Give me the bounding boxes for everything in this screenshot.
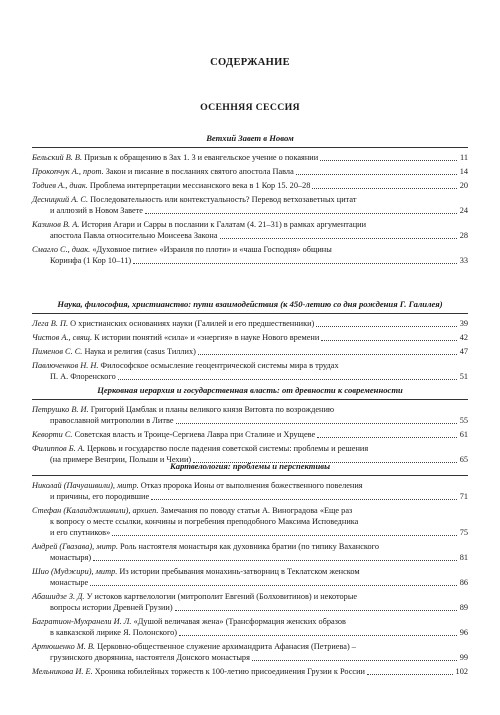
entry-title: «Душой величавая жена» (Трансформация женских образов [133,617,346,626]
toc-entry[interactable] [32,641,468,663]
toc-entry[interactable] [32,616,468,638]
entry-author: Бельский В. В. [32,153,83,162]
entry-author: Смагло С., диак. [32,245,91,254]
toc-entry-line [32,652,468,663]
section-divider [32,399,468,400]
toc-entry[interactable] [32,318,468,329]
toc-entry-line [32,332,468,343]
toc-entry-line [32,404,468,415]
entry-author: Кеворти С. [32,430,73,439]
page-number: 14 [459,167,468,176]
entry-title: Из истории пребывания монахинь-затворниц в Теклатском женском [119,567,360,576]
toc-entry-line [32,205,468,216]
entry-author: Пименов С. С. [32,347,83,356]
page-number: 61 [459,430,468,439]
toc-entry-line [32,566,468,577]
page-title: СОДЕРЖАНИЕ [210,57,290,68]
toc-entry-line [32,577,468,588]
entry-title: Советская власть и Троице-Сергиева Лавра при Сталине и Хрущеве [74,430,316,439]
dot-leader [320,152,457,161]
toc-entry[interactable] [32,429,468,440]
entry-author: Николай (Пачуашвили), митр. [32,481,139,490]
toc-entry[interactable] [32,591,468,613]
toc-entry[interactable] [32,566,468,588]
entry-author: Андрей (Гвазава), митр. [32,542,118,551]
entry-title: Церковь и государство после падения советской системы: проблемы и решения [86,444,369,453]
entry-author: Лега В. П. [32,319,69,328]
dot-leader [179,627,457,636]
toc-entry-line [32,591,468,602]
toc-entry-line [32,219,468,230]
entry-title: грузинского дворянина, настоятеля Донского монастыря [50,653,250,662]
section-heading: Наука, философия, христианство: пути взаимодействия (к 450-летию со дня рождения Г. Галилея) [57,299,443,309]
entry-title: монастыре [50,578,89,587]
toc-entry[interactable] [32,152,468,163]
entry-title: в кавказской лирике Я. Полонского) [50,628,178,637]
page-number: 28 [459,231,468,240]
toc-entry-line [32,255,468,266]
dot-leader [93,552,457,561]
entry-title: к вопросу о месте ссылки, кончины и погребения преподобного Максима Исповедника [50,517,359,526]
entry-author: Тодиев А., диак. [32,181,88,190]
dot-leader [133,255,457,264]
entry-title: История Агари и Сарры в послании к Галатам (4. 21–31) в рамках аргументации [81,220,367,229]
page-number: 99 [459,653,468,662]
toc-entry-line [32,541,468,552]
dot-leader [252,652,457,661]
toc-entry[interactable] [32,360,468,382]
entry-title: Коринфа (1 Кор 10–11) [50,256,132,265]
page-number: 89 [459,603,468,612]
entry-title: Церковно-общественное служение архимандрита Афанасия (Петриева) – [97,642,356,651]
dot-leader [367,666,453,675]
entry-title: православной митрополии в Литве [50,416,174,425]
toc-entry-line [32,244,468,255]
entry-title: Наука и религия (casus Тиллих) [84,347,196,356]
entry-author: Прокопчук А., прот. [32,167,104,176]
entry-title: и аллюзий в Новом Завете [50,206,143,215]
dot-leader [90,577,456,586]
entry-author: Стефан (Калаиджишвили), архиеп. [32,506,159,515]
entry-title: К истории понятий «сила» и «энергия» в науке Нового времени [94,333,320,342]
toc-entry-line [32,641,468,652]
entry-author: Багратион-Мухранели И. Л. [32,617,132,626]
toc-entry-line [32,166,468,177]
entry-title: У истоков картвелологии (митрополит Евгений (Болховитинов) и некоторые [86,592,358,601]
page-number: 71 [459,492,468,501]
dot-leader [112,527,456,536]
toc-entry[interactable] [32,332,468,343]
toc-entry-line [32,194,468,205]
entry-title: Проблема интерпретации мессианского века в 1 Кор 15. 20–28 [89,181,311,190]
toc-entry[interactable] [32,219,468,241]
toc-entry-line [32,371,468,382]
entry-title: Философское осмысление геоцентрической системы мира в трудах [100,361,339,370]
toc-entry[interactable] [32,404,468,426]
toc-entry-line [32,480,468,491]
entry-author: Абашидзе З. Д. [32,592,85,601]
page-number: 24 [459,206,468,215]
page-number: 47 [459,347,468,356]
entry-author: Чистов А., свящ. [32,333,93,342]
toc-entry-line [32,527,468,538]
toc-entry-line [32,443,468,454]
entry-author: Шио (Муджири), митр. [32,567,118,576]
page-number: 86 [459,578,468,587]
toc-entry[interactable] [32,180,468,191]
entry-title: О христианских основаниях науки (Галилей и его предшественники) [70,319,315,328]
dot-leader [176,415,457,424]
entry-title: Последовательность или контекстуальность? Перевод ветхозаветных цитат [90,195,357,204]
entry-title: Призыв к обращению в Зах 1. 3 и евангельское учение о покаянии [84,153,319,162]
entry-title: П. А. Флоренского [50,372,116,381]
entry-title: апостола Павла относительно Моисеева Закона [50,231,218,240]
session-title: ОСЕННЯЯ СЕССИЯ [200,102,300,113]
toc-entry-line [32,429,468,440]
toc-entry-line [32,491,468,502]
toc-entry[interactable] [32,480,468,502]
toc-entry-line [32,616,468,627]
entry-title: (на примере Венгрии, Польши и Чехии) [50,455,192,464]
page-number: 51 [459,372,468,381]
section-heading: Церковная иерархия и государственная власть: от древности к современности [97,385,403,395]
entry-author: Артюшенко М. В. [32,642,96,651]
dot-leader [198,346,457,355]
page-number: 102 [455,667,468,676]
page-number: 96 [459,628,468,637]
toc-entry[interactable] [32,666,468,677]
entry-author: Мельникова И. Е. [32,667,93,676]
entry-title: Отказ пророка Ионы от выполнения божественного повеления [140,481,363,490]
toc-entry[interactable] [32,541,468,563]
page-number: 65 [459,455,468,464]
dot-leader [118,371,457,380]
page-number: 33 [459,256,468,265]
toc-entry[interactable] [32,505,468,538]
entry-title: вопросы истории Древней Грузии) [50,603,173,612]
toc-entry-line [32,318,468,329]
entry-title: монастыря) [50,553,92,562]
dot-leader [145,205,457,214]
toc-entry-line [32,346,468,357]
page-number: 11 [460,153,468,162]
entry-author: Десницкий А. С. [32,195,89,204]
toc-entry[interactable] [32,244,468,266]
entry-author: Казинов В. А. [32,220,80,229]
toc-entry-line [32,415,468,426]
entry-author: Филиппов Б. А. [32,444,85,453]
toc-entry-line [32,552,468,563]
section-divider [32,147,468,148]
entry-title: Хроника юбилейных торжеств к 100-летию присоединения Грузии к России [94,667,365,676]
toc-entry[interactable] [32,194,468,216]
toc-entry-line [32,627,468,638]
toc-entry[interactable] [32,346,468,357]
page-number: 81 [459,553,468,562]
page-number: 39 [459,319,468,328]
dot-leader [317,429,457,438]
toc-entry-line [32,180,468,191]
page-number: 55 [459,416,468,425]
entry-author: Петрушко В. И. [32,405,89,414]
toc-entry-line [32,360,468,371]
page-number: 75 [459,528,468,537]
toc-entry-line [32,505,468,516]
toc-entry-line [32,230,468,241]
toc-entry-line [32,516,468,527]
section-divider [32,475,468,476]
entry-title: Закон и писание в посланиях святого апостола Павла [105,167,294,176]
dot-leader [312,180,456,189]
entry-title: «Духовное питие» «Израиля по плоти» и «чаша Господня» общины [92,245,332,254]
page-number: 42 [459,333,468,342]
section-divider [32,313,468,314]
toc-entry-line [32,152,468,163]
dot-leader [175,602,457,611]
entry-title: и причины, его породившие [50,492,150,501]
entry-title: и его спутников» [50,528,111,537]
dot-leader [296,166,457,175]
toc-entry-line [32,666,468,677]
page-number: 20 [459,181,468,190]
dot-leader [220,230,457,239]
dot-leader [316,318,456,327]
dot-leader [321,332,456,341]
section-heading: Картвелология: проблемы и перспективы [169,461,331,471]
entry-author: Павлюченков Н. Н. [32,361,99,370]
entry-title: Роль настоятеля монастыря как духовника братии (по типику Ваханского [120,542,379,551]
toc-entry[interactable] [32,166,468,177]
toc-entry-line [32,602,468,613]
entry-title: Замечания по поводу статьи А. Виноградова «Еще раз [160,506,353,515]
entry-title: Григорий Цамблак и планы великого князя Витовта по возрождению [90,405,335,414]
section-heading: Ветхий Завет в Новом [206,133,294,143]
dot-leader [151,491,457,500]
